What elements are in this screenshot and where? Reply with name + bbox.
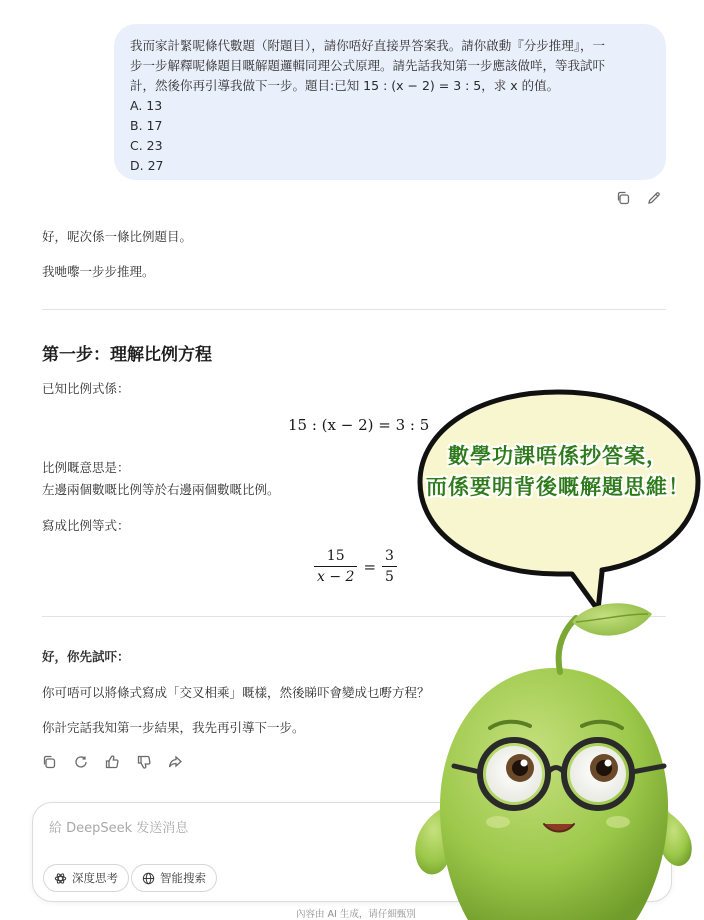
step-heading: 第一步：理解比例方程: [42, 345, 212, 365]
user-message-line: 步一步解釋呢條題目嘅解題邏輯同理公式原理。請先話我知第一步應該做咩，等我試吓: [130, 58, 606, 73]
write-label: 寫成比例等式：: [42, 518, 130, 533]
try-heading: 好，你先試吓：: [42, 649, 130, 664]
bean-mascot-illustration: [406, 596, 704, 920]
fraction-equation: [314, 548, 397, 585]
copy-icon[interactable]: [40, 753, 58, 771]
message-input[interactable]: 給 DeepSeek 发送消息: [49, 821, 189, 836]
speech-bubble: [412, 384, 704, 620]
known-label: 已知比例式係：: [42, 381, 130, 396]
after-text: 你計完話我知第一步結果，我先再引導下一步。: [42, 720, 305, 735]
share-icon[interactable]: [166, 753, 184, 771]
meaning-text: 左邊兩個數嘅比例等於右邊兩個數嘅比例。: [42, 482, 280, 497]
equals-sign: =: [363, 557, 377, 576]
user-message-line: 我而家計緊呢條代數題（附題目），請你唔好直接畀答案我。請你啟動『分步推理』，一: [130, 38, 606, 53]
fraction-right-numerator: 3: [385, 548, 394, 564]
fraction-left-numerator: 15: [326, 548, 345, 564]
deep-think-button[interactable]: [43, 864, 129, 892]
user-message-bubble: [114, 24, 666, 180]
globe-icon: [142, 872, 155, 885]
thumbs-down-icon[interactable]: [135, 753, 153, 771]
option-d: D. 27: [130, 158, 164, 173]
copy-icon[interactable]: [614, 189, 632, 207]
web-search-label: 智能搜索: [160, 871, 206, 885]
response-intro-2: 我哋嚟一步步推理。: [42, 264, 155, 279]
fraction-right-denominator: 5: [382, 566, 397, 585]
deep-think-label: 深度思考: [72, 871, 118, 885]
fraction-left-denominator: x − 2: [314, 566, 357, 585]
web-search-button[interactable]: [131, 864, 217, 892]
fraction-left: [314, 548, 357, 585]
ratio-equation: 15 : (x − 2) = 3 : 5: [288, 416, 430, 434]
option-a: A. 13: [130, 98, 163, 113]
regenerate-icon[interactable]: [72, 753, 90, 771]
ai-disclaimer: 內容由 AI 生成，请仔細甄別: [296, 909, 416, 920]
option-b: B. 17: [130, 118, 163, 133]
response-intro-1: 好，呢次係一條比例題目。: [42, 229, 193, 244]
try-text: 你可唔可以將條式寫成「交叉相乘」嘅樣，然後睇吓會變成乜嘢方程？: [42, 685, 430, 700]
user-message-line: 計，然後你再引導我做下一步。題目:已知 15 : (x − 2) = 3 : 5，求 x 的值。: [130, 78, 560, 93]
thumbs-up-icon[interactable]: [103, 753, 121, 771]
atom-icon: [54, 872, 67, 885]
divider: [42, 309, 666, 310]
speech-line-1: 數學功課唔係抄答案，: [448, 444, 668, 468]
meaning-label: 比例嘅意思是：: [42, 460, 130, 475]
edit-icon[interactable]: [645, 189, 663, 207]
fraction-right: [382, 548, 397, 585]
speech-line-2: 而係要明背後嘅解題思維！: [426, 475, 690, 499]
option-c: C. 23: [130, 138, 163, 153]
